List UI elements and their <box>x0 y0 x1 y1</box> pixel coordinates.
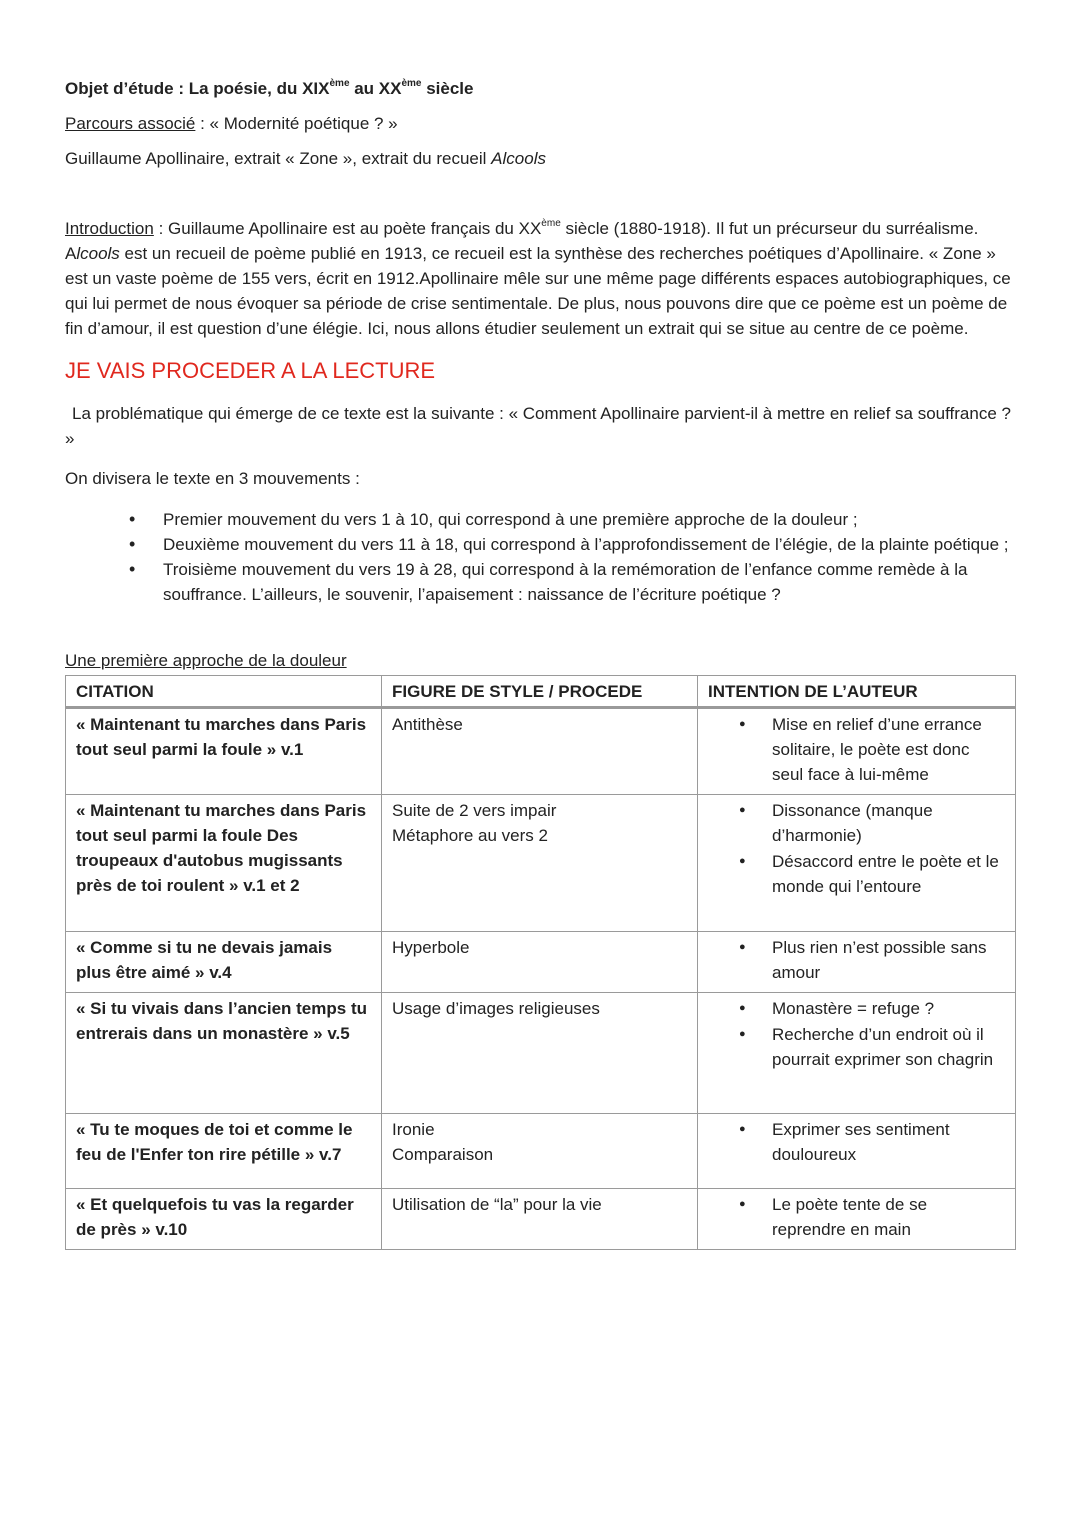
intention-item: ● Plus rien n’est possible sans amour <box>772 935 1005 985</box>
figure-cell <box>382 932 698 993</box>
intention-item: ● Exprimer ses sentiment douloureux <box>772 1117 1005 1167</box>
header-intention: INTENTION DE L’AUTEUR <box>698 676 1016 708</box>
problematique: La problématique qui émerge de ce texte est la suivante : « Comment Apollinaire parvient-il à mettre en relief sa souffrance ? » <box>65 404 1011 448</box>
intention-cell <box>698 932 1016 993</box>
intro-part-1: : Guillaume Apollinaire est au poète français du XX <box>153 219 542 238</box>
figure-line: Ironie <box>392 1120 435 1139</box>
header-citation: CITATION <box>66 676 382 708</box>
figure-cell <box>382 795 698 932</box>
objet-suffix: siècle <box>421 79 474 98</box>
citation-cell: « Tu te moques de toi et comme le feu de l'Enfer ton rire pétille » v.7 <box>66 1114 382 1189</box>
extrait-text: Guillaume Apollinaire, extrait « Zone », extrait du recueil <box>65 149 492 168</box>
header-figure: FIGURE DE STYLE / PROCEDE <box>382 676 698 708</box>
parcours-text: : « Modernité poétique ? » <box>195 114 398 133</box>
figure-line: Antithèse <box>392 715 463 734</box>
table-header-row <box>66 676 1016 708</box>
introduction-paragraph <box>65 216 1015 341</box>
figure-cell <box>382 1114 698 1189</box>
intention-cell <box>698 1114 1016 1189</box>
intention-item: ● Mise en relief d’une errance solitaire, le poète est donc seul face à lui-même <box>772 712 1005 787</box>
divisions-intro: On divisera le texte en 3 mouvements : <box>65 469 360 488</box>
figure-line: Utilisation de “la” pour la vie <box>392 1195 602 1214</box>
citation-cell: « Comme si tu ne devais jamais plus être aimé » v.4 <box>66 932 382 993</box>
figure-line: Hyperbole <box>392 938 470 957</box>
figure-line: Suite de 2 vers impair <box>392 801 557 820</box>
parcours-label: Parcours associé <box>65 114 196 133</box>
citation-cell: « Si tu vivais dans l’ancien temps tu entrerais dans un monastère » v.5 <box>66 993 382 1114</box>
table-row <box>66 708 1016 795</box>
analysis-table <box>65 675 1016 1250</box>
figure-line: Métaphore au vers 2 <box>392 826 548 845</box>
intro-part-2: siècle (1880-1918). Il fut un précurseur du surréalisme. A <box>65 219 979 263</box>
objet-prefix: Objet d’étude : La poésie, du XIX <box>65 79 330 98</box>
intention-item: ● Le poète tente de se reprendre en main <box>772 1192 1005 1242</box>
objet-mid: au XX <box>349 79 402 98</box>
intention-cell <box>698 1189 1016 1250</box>
table-row <box>66 1189 1016 1250</box>
intention-item: ● Recherche d’un endroit où il pourrait exprimer son chagrin <box>772 1022 1005 1072</box>
table-row <box>66 795 1016 932</box>
mouvements-list <box>65 507 1015 607</box>
table-row <box>66 993 1016 1114</box>
introduction-label: Introduction <box>65 219 154 238</box>
figure-line: Comparaison <box>392 1145 494 1164</box>
section-title: Une première approche de la douleur <box>65 651 347 670</box>
intention-cell <box>698 795 1016 932</box>
parcours-line <box>65 111 1015 136</box>
intro-italic: lcools <box>76 244 120 263</box>
intention-item: ● Désaccord entre le poète et le monde qui l’entoure <box>772 849 1005 899</box>
objet-sup-2: ème <box>401 78 422 90</box>
mouvement-item: • Premier mouvement du vers 1 à 10, qui correspond à une première approche de la douleur ; <box>163 507 1015 532</box>
extrait-line <box>65 146 1015 171</box>
intention-cell <box>698 708 1016 795</box>
figure-cell <box>382 993 698 1114</box>
intro-sup: ème <box>541 218 561 230</box>
extrait-title: Alcools <box>491 149 546 168</box>
figure-cell <box>382 708 698 795</box>
citation-cell: « Maintenant tu marches dans Paris tout seul parmi la foule Des troupeaux d'autobus mugissants près de toi roulent » v.1 et 2 <box>66 795 382 932</box>
objet-etude <box>65 76 1015 101</box>
table-row <box>66 932 1016 993</box>
mouvement-item: • Troisième mouvement du vers 19 à 28, qui correspond à la remémoration de l’enfance comme remède à la souffrance. L’ailleurs, le souvenir, l’apaisement : naissance de l’écriture poétique ? <box>163 557 1015 607</box>
intention-cell <box>698 993 1016 1114</box>
citation-cell: « Et quelquefois tu vas la regarder de près » v.10 <box>66 1189 382 1250</box>
intro-part-3: est un recueil de poème publié en 1913, ce recueil est la synthèse des recherches poétiques d’Apollinaire. « Zone » est un vaste poème de 155 vers, écrit en 1912.Apollinaire mêle sur une même page différents espaces autobiographiques, ce qui lui permet de nous évoquer sa période de crise sentimentale. De plus, nous pouvons dire que ce poème est un poème de fin d’amour, il est question d’une élégie. Ici, nous allons étudier seulement un extrait qui se situe au centre de ce poème. <box>65 244 1011 338</box>
figure-line: Usage d’images religieuses <box>392 999 600 1018</box>
document-page <box>65 76 1015 1250</box>
objet-sup-1: ème <box>329 78 350 90</box>
intention-item: ● Monastère = refuge ? <box>772 996 1005 1021</box>
table-row <box>66 1114 1016 1189</box>
figure-cell <box>382 1189 698 1250</box>
intention-item: ● Dissonance (manque d’harmonie) <box>772 798 1005 848</box>
mouvement-item: • Deuxième mouvement du vers 11 à 18, qui correspond à l’approfondissement de l’élégie, de la plainte poétique ; <box>163 532 1015 557</box>
citation-cell: « Maintenant tu marches dans Paris tout seul parmi la foule » v.1 <box>66 708 382 795</box>
lecture-heading: JE VAIS PROCEDER A LA LECTURE <box>65 358 436 383</box>
